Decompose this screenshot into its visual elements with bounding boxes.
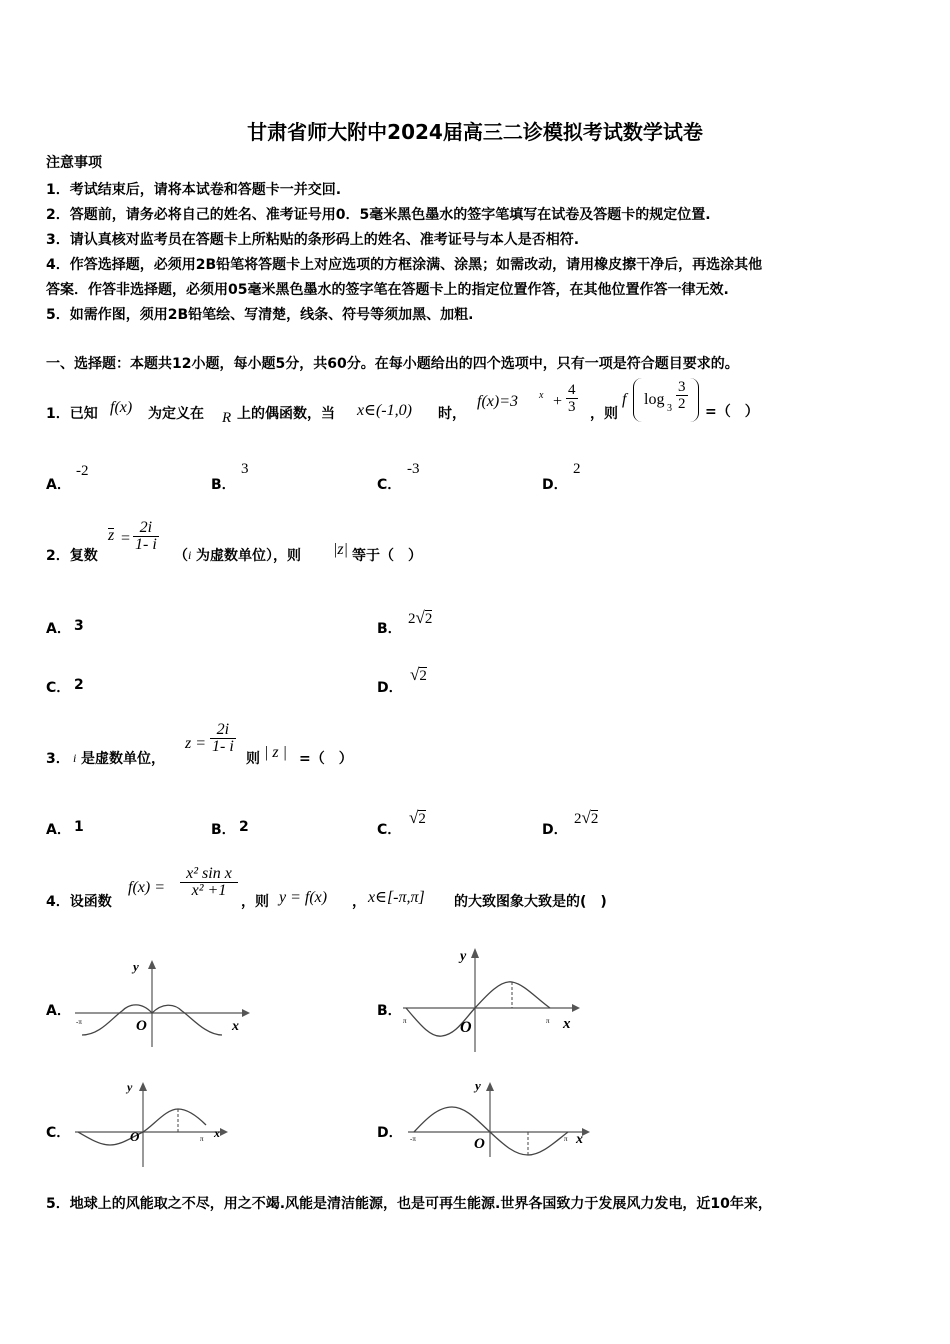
x-label: x (563, 1016, 571, 1032)
x-label: x (576, 1132, 583, 1147)
question-1-number: 1．已知 (46, 406, 98, 422)
q1-answer-blank: =（ ） (705, 404, 759, 420)
q2-zbar: z (108, 527, 115, 544)
q3-text: =（ ） (299, 751, 353, 767)
question-3-number: 3． (46, 751, 70, 767)
x-arrow-icon (242, 1009, 250, 1017)
y-arrow-icon (148, 960, 156, 969)
q2-option-b-label: B． (377, 621, 402, 637)
pi-label: π (564, 1135, 568, 1143)
curve (414, 1107, 568, 1155)
q2-option-b-value (408, 608, 432, 628)
q2-frac-num: 2i (133, 520, 159, 537)
q2-text: 等于（ ） (352, 548, 422, 564)
curve (406, 982, 550, 1036)
q4-text: 的大致图象大致是的( ) (454, 894, 607, 910)
q4-fraction (180, 866, 238, 899)
q4-graph-d (400, 1075, 600, 1160)
q4-domain: x∈[-π,π] (368, 889, 425, 906)
x-label: x (214, 1126, 220, 1140)
q2-equals: = (121, 530, 131, 547)
y-label: y (127, 1080, 133, 1094)
section-heading: 一、选择题：本题共12小题，每小题5分，共60分。在每小题给出的四个选项中，只有一项是符合题目要求的。 (46, 356, 739, 372)
q3-option-b-label: B． (211, 822, 236, 838)
q1-option-a-label: A． (46, 477, 71, 493)
notice-item: 1．考试结束后，请将本试卷和答题卡一并交回. (46, 182, 342, 198)
q1-paren-left (633, 378, 642, 422)
q4-graph-b (400, 940, 585, 1055)
q4-yfx: y = f(x) (279, 889, 328, 906)
q1-frac-den: 3 (568, 399, 576, 415)
pi-label: π (403, 1017, 407, 1025)
q3-text: 则 (246, 751, 260, 767)
q2-frac-den: 1- i (135, 536, 157, 553)
notice-item: 4．作答选择题，必须用2B铅笔将答题卡上对应选项的方框涂满、涂黑；如需改动，请用橡皮擦干净后，再选涂其他 (46, 257, 763, 273)
q2-option-c-label: C． (46, 680, 71, 696)
q2-fraction (133, 520, 159, 553)
q2-option-b-coef: 2 (408, 611, 416, 627)
q1-option-d-label: D． (542, 477, 568, 493)
q2-option-a-label: A． (46, 621, 71, 637)
notice-item: 5．如需作图，须用2B铅笔绘、写清楚，线条、符号等须加黑、加粗. (46, 307, 474, 323)
q4-frac-den: x² +1 (191, 882, 227, 899)
q4-text: ， (352, 894, 366, 910)
q3-fraction (210, 722, 236, 755)
q3-option-d-value (574, 808, 598, 828)
q1-option-d-value: 2 (573, 461, 581, 477)
y-label: y (133, 959, 139, 974)
sqrt-icon: √ (415, 608, 425, 627)
origin-label: O (136, 1018, 147, 1034)
q1-log: log (644, 391, 665, 408)
x-label: x (232, 1019, 239, 1034)
q4-fx: f(x) = (128, 879, 165, 896)
q1-exponent: x (539, 390, 544, 401)
q2-option-c-value: 2 (74, 677, 84, 693)
q1-option-a-value: -2 (76, 463, 89, 479)
q3-z: z = (185, 735, 207, 752)
q2-option-a-value: 3 (74, 618, 84, 634)
y-arrow-icon (139, 1082, 147, 1091)
q2-option-d-radicand: 2 (419, 668, 427, 684)
q3-option-c-label: C． (377, 822, 402, 838)
q2-option-d-value (410, 665, 427, 685)
q2-text: （ (174, 548, 188, 564)
question-2-number: 2．复数 (46, 548, 98, 564)
q4-option-c-label: C． (46, 1125, 71, 1141)
q2-option-d-label: D． (377, 680, 403, 696)
q4-frac-num: x² sin x (180, 866, 238, 883)
pi-label: π (200, 1135, 204, 1143)
q1-option-b-label: B． (211, 477, 236, 493)
q2-option-b-radicand: 2 (424, 611, 433, 627)
x-arrow-icon (220, 1128, 228, 1136)
notice-heading: 注意事项 (46, 155, 102, 171)
q3-option-d-coef: 2 (574, 811, 582, 827)
question-5-text: 5．地球上的风能取之不尽，用之不竭.风能是清洁能源，也是可再生能源.世界各国致力于发展风力发电，近10年来， (46, 1196, 772, 1212)
q3-option-c-radicand: 2 (418, 811, 426, 827)
question-4-number: 4．设函数 (46, 894, 112, 910)
q1-log-base: 3 (667, 403, 672, 414)
page-title: 甘肃省师大附中2024届高三二诊模拟考试数学试卷 (247, 120, 703, 144)
q2-abs-z: |z| (333, 541, 349, 558)
q3-option-a-value: 1 (74, 819, 84, 835)
notice-item: 2．答题前，请务必将自己的姓名、准考证号用0．5毫米黑色墨水的签字笔填写在试卷及答题卡的规定位置. (46, 207, 711, 223)
q1-fraction (566, 382, 578, 415)
q2-i: i (188, 548, 192, 562)
q1-text: 时， (438, 406, 466, 422)
q3-option-a-label: A． (46, 822, 71, 838)
q4-option-d-label: D． (377, 1125, 403, 1141)
origin-label: O (474, 1136, 485, 1152)
neg-pi-label: -π (410, 1135, 416, 1143)
q1-option-c-label: C． (377, 477, 402, 493)
sqrt-icon: √ (581, 808, 591, 827)
q1-text: 为定义在 (148, 406, 204, 422)
q1-paren-right (690, 378, 699, 422)
q3-frac-den: 1- i (212, 738, 234, 755)
q1-R: R (222, 410, 232, 426)
q1-fx: f(x) (110, 399, 133, 416)
origin-label: O (460, 1019, 472, 1036)
q3-option-d-label: D． (542, 822, 568, 838)
q3-text: 是虚数单位， (81, 751, 165, 767)
q4-text: ，则 (241, 894, 269, 910)
q1-plus: + (553, 393, 563, 410)
sqrt-icon: √ (409, 808, 419, 827)
q4-graph-a (70, 955, 255, 1050)
q1-text: ，则 (590, 406, 618, 422)
q1-log-fraction (676, 379, 688, 412)
notice-item: 答案．作答非选择题，必须用05毫米黑色墨水的签字笔在答题卡上的指定位置作答，在其他位置作答一律无效. (46, 282, 729, 298)
q1-log-num: 3 (678, 379, 686, 395)
x-arrow-icon (582, 1128, 590, 1136)
q2-text: 为虚数单位），则 (196, 548, 301, 564)
origin-label: O (130, 1129, 140, 1144)
y-arrow-icon (486, 1082, 494, 1091)
q1-definition: f(x)=3 (477, 393, 518, 410)
q1-option-c-value: -3 (407, 461, 420, 477)
q3-option-d-radicand: 2 (590, 811, 599, 827)
sqrt-icon: √ (410, 665, 420, 684)
q1-condition: x∈(-1,0) (357, 402, 412, 419)
y-label: y (460, 949, 467, 964)
q1-ask-f: f (622, 391, 627, 408)
q3-frac-num: 2i (210, 722, 236, 739)
pi-label: π (546, 1017, 550, 1025)
q3-option-b-value: 2 (239, 819, 249, 835)
q4-option-b-label: B． (377, 1003, 402, 1019)
curve (78, 1109, 206, 1145)
neg-pi-label: -π (76, 1018, 82, 1026)
q1-frac-num: 4 (568, 382, 576, 398)
y-label: y (475, 1078, 481, 1093)
q4-option-a-label: A． (46, 1003, 71, 1019)
q1-option-b-value: 3 (241, 461, 249, 477)
x-arrow-icon (572, 1004, 580, 1012)
q3-abs-z: | z | (264, 744, 288, 761)
q1-log-den: 2 (678, 396, 686, 412)
q4-graph-c (70, 1077, 235, 1172)
q3-option-c-value (409, 808, 426, 828)
y-arrow-icon (471, 948, 479, 958)
q1-text: 上的偶函数，当 (237, 406, 335, 422)
q3-i: i (73, 751, 77, 765)
notice-item: 3．请认真核对监考员在答题卡上所粘贴的条形码上的姓名、准考证号与本人是否相符. (46, 232, 580, 248)
